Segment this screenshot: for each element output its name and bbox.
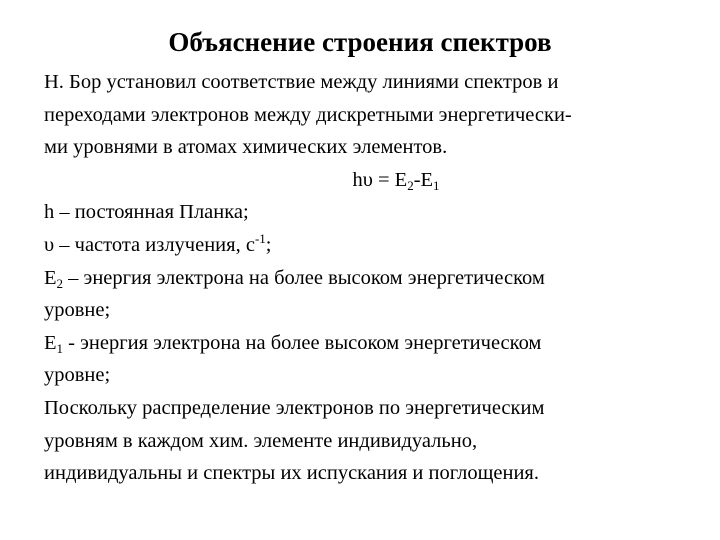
- definition-e2-continued: уровне;: [44, 299, 111, 322]
- definition-e1-continued: уровне;: [44, 364, 111, 387]
- formula-lhs: hυ = E: [352, 168, 408, 191]
- formula-sub-2: 2: [407, 177, 414, 193]
- definition-e1: [44, 327, 684, 360]
- definition-e2-text: – энергия электрона на более высоком энергетическом: [63, 266, 545, 289]
- conclusion-line-3: индивидуальны и спектры их испускания и поглощения.: [44, 462, 539, 485]
- definition-e1-symbol: E: [44, 331, 57, 354]
- intro-line-3: ми уровнями в атомах химических элементов.: [44, 136, 448, 159]
- slide-title: Объяснение строения спектров: [168, 27, 552, 57]
- definition-nu-text: υ – частота излучения, с: [44, 233, 255, 256]
- definition-e1-subscript: 1: [56, 340, 64, 356]
- definition-nu-exponent: -1: [254, 230, 266, 246]
- definition-h: h – постоянная Планка;: [44, 201, 249, 224]
- definition-e2: [44, 262, 684, 295]
- intro-line-2: переходами электронов между дискретными энергетически-: [44, 103, 572, 126]
- definition-e2-subscript: 2: [56, 275, 64, 291]
- definition-e1-text: - энергия электрона на более высоком энергетическом: [63, 331, 542, 354]
- formula-sub-1: 1: [433, 177, 440, 193]
- bohr-formula: [44, 164, 684, 197]
- conclusion-line-1: Поскольку распределение электронов по энергетическим: [44, 396, 545, 419]
- slide-body: [44, 66, 684, 490]
- definition-nu: [44, 229, 684, 262]
- formula-minus-e: -E: [413, 168, 434, 191]
- definition-nu-end: ;: [265, 233, 272, 256]
- conclusion-line-2: уровням в каждом хим. элементе индивидуально,: [44, 429, 478, 452]
- intro-line-1: Н. Бор установил соответствие между линиями спектров и: [44, 71, 559, 93]
- definition-e2-symbol: E: [44, 266, 57, 289]
